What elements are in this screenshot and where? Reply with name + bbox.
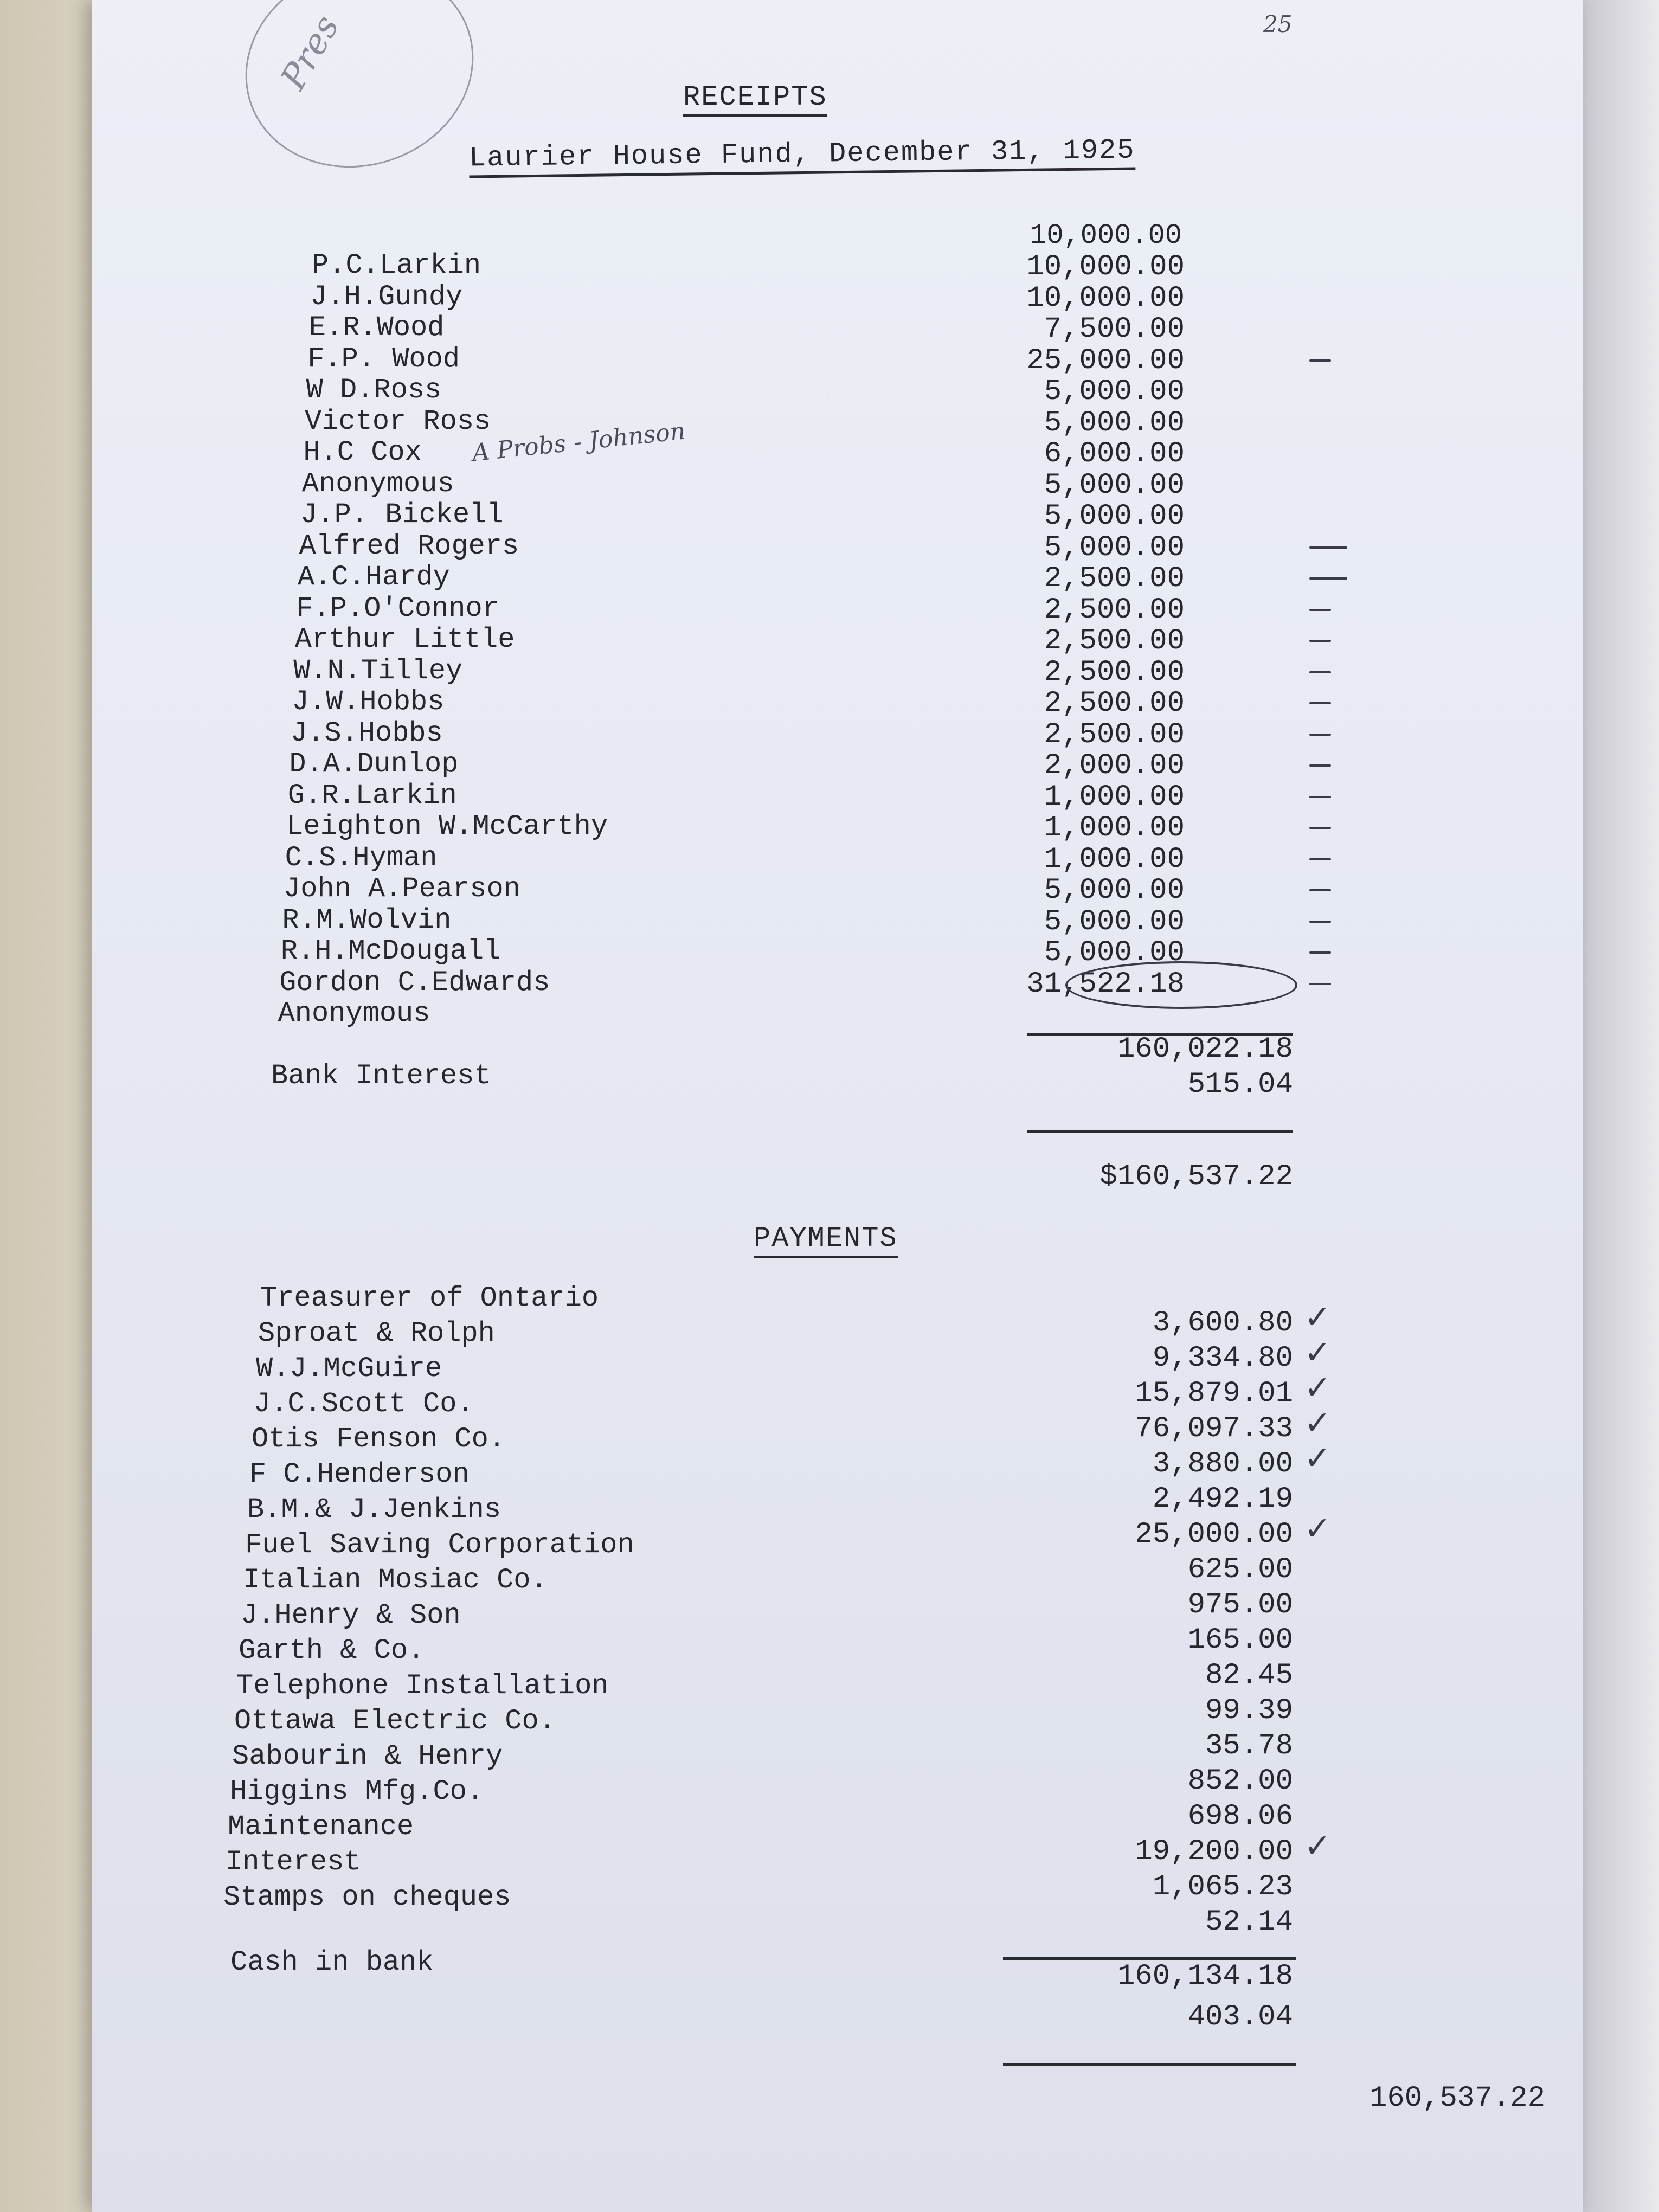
- tick-dash-mark: [1309, 764, 1331, 767]
- receipt-name: Arthur Little: [294, 623, 515, 655]
- payment-amount: 52.14: [1205, 1906, 1293, 1939]
- payment-amount: 1,065.23: [1152, 1870, 1293, 1904]
- ledger-page: [92, 0, 1583, 2212]
- receipt-amount: 5,000.00: [1044, 874, 1185, 907]
- receipt-amount: 31,522.18: [1026, 967, 1185, 1001]
- bank-interest-amount: 515.04: [1187, 1068, 1293, 1101]
- top-pen-mark: 25: [1263, 11, 1293, 37]
- receipt-name: Anonymous: [301, 467, 454, 500]
- payment-amount: 975.00: [1187, 1589, 1293, 1622]
- tick-dash-mark: [1309, 734, 1331, 736]
- tick-dash-mark: [1309, 796, 1331, 798]
- payment-name: Higgins Mfg.Co.: [230, 1776, 484, 1808]
- circled-amount-mark: [1065, 961, 1297, 1009]
- receipts-subtotal: 160,022.18: [1117, 1033, 1293, 1066]
- receipt-name: J.W.Hobbs: [292, 686, 445, 718]
- handwritten-note: A Probs - Johnson: [471, 417, 687, 467]
- receipt-name: F.P.O'Connor: [296, 592, 499, 625]
- receipt-name: Victor Ross: [305, 405, 491, 438]
- payments-heading: PAYMENTS: [754, 1223, 898, 1255]
- receipt-amount: 7,500.00: [1044, 313, 1185, 346]
- payment-amount: 165.00: [1187, 1624, 1293, 1657]
- receipt-name: C.S.Hyman: [285, 841, 438, 874]
- checkmark-icon: ✓: [1304, 1439, 1332, 1477]
- receipt-amount: 2,500.00: [1044, 655, 1185, 689]
- payments-subtotal: 160,134.18: [1117, 1960, 1293, 1993]
- payments-grand-total: 160,537.22: [1369, 2082, 1545, 2115]
- receipt-amount: 6,000.00: [1044, 438, 1185, 471]
- checkmark-icon: ✓: [1304, 1369, 1332, 1407]
- receipt-name: A.C.Hardy: [298, 561, 450, 593]
- payment-name: W.J.McGuire: [256, 1353, 442, 1385]
- payment-amount: 25,000.00: [1135, 1518, 1293, 1551]
- payment-name: Interest: [226, 1846, 361, 1878]
- payment-name: Fuel Saving Corporation: [245, 1529, 634, 1561]
- receipt-name: W.N.Tilley: [293, 654, 463, 687]
- payment-amount: 625.00: [1187, 1553, 1293, 1586]
- receipt-amount: 2,000.00: [1044, 749, 1185, 782]
- receipt-name: J.H.Gundy: [310, 280, 463, 313]
- payment-name: J.C.Scott Co.: [254, 1388, 474, 1420]
- tick-dash-mark: [1309, 889, 1331, 891]
- payment-name: F C.Henderson: [249, 1458, 470, 1490]
- tick-dash-mark: [1309, 858, 1331, 860]
- desk-background-right: [1583, 0, 1659, 2212]
- receipt-amount: 2,500.00: [1044, 593, 1185, 627]
- payment-amount: 35.78: [1205, 1729, 1293, 1763]
- receipt-name: D.A.Dunlop: [289, 748, 459, 780]
- corner-pencil-note: Pres: [273, 8, 348, 97]
- receipt-amount: 1,000.00: [1044, 812, 1185, 845]
- payment-name: Otis Fenson Co.: [252, 1423, 506, 1455]
- cash-in-bank-label: Cash in bank: [230, 1946, 434, 1978]
- bank-interest-label: Bank Interest: [271, 1060, 491, 1092]
- tick-dash-mark: [1309, 359, 1331, 362]
- payment-name: Maintenance: [228, 1811, 414, 1843]
- receipt-name: Leighton W.McCarthy: [286, 811, 608, 843]
- receipt-name: R.H.McDougall: [280, 935, 501, 967]
- payment-name: Italian Mosiac Co.: [243, 1564, 548, 1596]
- receipt-amount: 5,000.00: [1044, 936, 1185, 969]
- checkmark-icon: ✓: [1304, 1334, 1332, 1372]
- receipt-amount: 10,000.00: [1026, 250, 1185, 284]
- tick-dash-mark: [1309, 921, 1331, 923]
- tick-dash-mark: [1309, 951, 1331, 954]
- tick-dash-mark: [1309, 983, 1331, 985]
- receipts-heading: RECEIPTS: [683, 81, 827, 113]
- receipt-name: J.S.Hobbs: [291, 717, 443, 749]
- receipt-first-amount: 10,000.00: [1030, 220, 1182, 252]
- receipt-name: F.P. Wood: [307, 343, 460, 375]
- receipts-grand-total: $160,537.22: [1099, 1160, 1293, 1193]
- payment-name: Telephone Installation: [236, 1670, 609, 1702]
- receipt-amount: 2,500.00: [1044, 687, 1185, 720]
- checkmark-icon: ✓: [1304, 1298, 1332, 1336]
- tick-dash-mark: [1309, 546, 1347, 549]
- checkmark-icon: ✓: [1304, 1827, 1332, 1865]
- payment-amount: 76,097.33: [1135, 1412, 1293, 1445]
- payment-amount: 19,200.00: [1135, 1835, 1293, 1868]
- payment-amount: 852.00: [1187, 1765, 1293, 1798]
- tick-dash-mark: [1309, 640, 1331, 642]
- tick-dash-mark: [1309, 702, 1331, 704]
- payment-name: Stamps on cheques: [223, 1881, 511, 1913]
- receipt-name: J.P. Bickell: [300, 499, 504, 531]
- payments-total-rule: [1003, 2063, 1296, 2066]
- payment-amount: 2,492.19: [1152, 1483, 1293, 1516]
- receipt-amount: 25,000.00: [1026, 344, 1185, 377]
- receipt-name: John A.Pearson: [284, 873, 520, 905]
- payment-amount: 3,600.80: [1152, 1307, 1293, 1340]
- receipt-amount: 5,000.00: [1044, 500, 1185, 533]
- payment-amount: 698.06: [1187, 1800, 1293, 1833]
- payment-amount: 99.39: [1205, 1694, 1293, 1727]
- payment-name: Ottawa Electric Co.: [234, 1705, 556, 1737]
- receipt-name: P.C.Larkin: [312, 249, 481, 281]
- receipt-amount: 2,500.00: [1044, 718, 1185, 751]
- receipt-name: R.M.Wolvin: [282, 904, 452, 936]
- receipt-amount: 10,000.00: [1026, 281, 1185, 315]
- pencil-oval-mark: [219, 0, 500, 197]
- receipts-subtitle: Laurier House Fund, December 31, 1925: [469, 134, 1135, 174]
- receipt-name: Anonymous: [278, 998, 430, 1030]
- receipt-name: W D.Ross: [306, 374, 442, 406]
- receipt-amount: 2,500.00: [1044, 625, 1185, 658]
- payment-amount: 15,879.01: [1135, 1377, 1293, 1410]
- receipt-amount: 5,000.00: [1044, 375, 1185, 408]
- payment-name: J.Henry & Son: [241, 1599, 461, 1631]
- receipt-amount: 1,000.00: [1044, 780, 1185, 814]
- receipt-name: G.R.Larkin: [287, 779, 457, 812]
- receipt-amount: 5,000.00: [1044, 905, 1185, 938]
- receipt-amount: 1,000.00: [1044, 843, 1185, 876]
- payment-amount: 3,880.00: [1152, 1448, 1293, 1481]
- cash-in-bank-amount: 403.04: [1187, 2001, 1293, 2034]
- receipts-total-rule: [1027, 1130, 1293, 1133]
- tick-dash-mark: [1309, 577, 1347, 580]
- receipt-name: Alfred Rogers: [299, 530, 519, 562]
- payment-name: Sabourin & Henry: [232, 1740, 503, 1772]
- tick-dash-mark: [1309, 609, 1331, 611]
- receipt-name: Gordon C.Edwards: [279, 966, 550, 999]
- tick-dash-mark: [1309, 671, 1331, 673]
- payment-name: Garth & Co.: [239, 1635, 425, 1667]
- payment-name: Sproat & Rolph: [258, 1317, 495, 1349]
- payment-amount: 9,334.80: [1152, 1342, 1293, 1375]
- payment-amount: 82.45: [1205, 1659, 1293, 1692]
- receipt-name: H.C Cox: [303, 436, 422, 468]
- receipt-amount: 2,500.00: [1044, 562, 1185, 595]
- payment-name: B.M.& J.Jenkins: [247, 1494, 501, 1526]
- payment-name: Treasurer of Ontario: [260, 1282, 599, 1314]
- receipt-amount: 5,000.00: [1044, 531, 1185, 564]
- receipt-amount: 5,000.00: [1044, 406, 1185, 440]
- checkmark-icon: ✓: [1304, 1510, 1332, 1548]
- tick-dash-mark: [1309, 827, 1331, 829]
- checkmark-icon: ✓: [1304, 1404, 1332, 1442]
- receipt-amount: 5,000.00: [1044, 468, 1185, 502]
- receipt-name: E.R.Wood: [308, 312, 445, 344]
